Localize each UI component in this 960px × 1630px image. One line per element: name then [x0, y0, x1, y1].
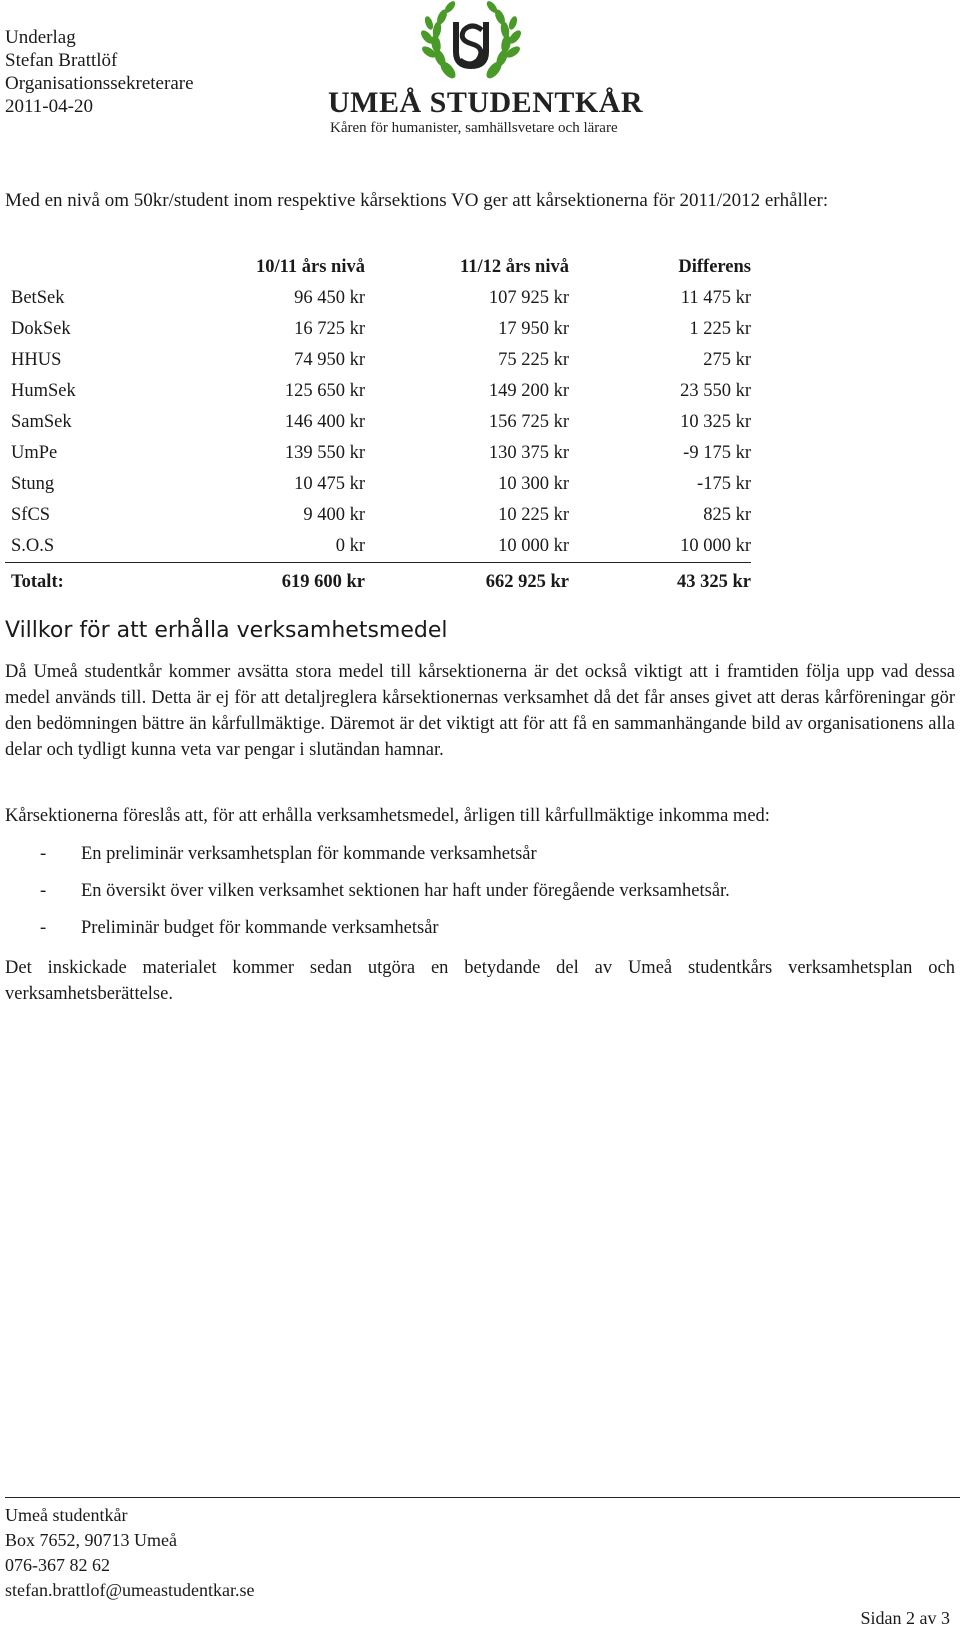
- bullet-marker: -: [40, 918, 47, 938]
- amount-diff: 11 475 kr: [680, 288, 751, 308]
- section-name: HHUS: [11, 350, 62, 370]
- logo-wordmark: UMEÅ STUDENTKÅR: [328, 86, 644, 119]
- amount-diff: 10 325 kr: [680, 412, 751, 432]
- amount-diff: 825 kr: [703, 505, 751, 525]
- amount-1011: 16 725 kr: [294, 319, 365, 339]
- table-row: [5, 283, 751, 314]
- bullet-marker: -: [40, 881, 47, 901]
- table-row: [5, 345, 751, 376]
- umea-studentkar-logo: [320, 0, 650, 140]
- requirements-list: [5, 841, 730, 952]
- doc-date: 2011-04-20: [5, 96, 93, 117]
- total-diff: 43 325 kr: [569, 563, 751, 602]
- table-row: [5, 376, 751, 407]
- amount-1112: 10 000 kr: [498, 536, 569, 556]
- table-header-cell: Differens: [678, 257, 751, 277]
- table-header-row: [5, 252, 751, 283]
- table-row: [5, 438, 751, 469]
- section-name: SfCS: [11, 505, 51, 525]
- total-label: Totalt:: [5, 563, 151, 602]
- intro-paragraph: Med en nivå om 50kr/student inom respektive kårsektions VO ger att kårsektionerna för 2011/2012 erhåller:: [5, 190, 829, 211]
- amount-1011: 10 475 kr: [294, 474, 365, 494]
- list-item: [5, 878, 730, 915]
- amount-1011: 125 650 kr: [284, 381, 365, 401]
- amount-1011: 146 400 kr: [284, 412, 365, 432]
- amount-1112: 10 225 kr: [498, 505, 569, 525]
- footer-phone: 076-367 82 62: [5, 1555, 110, 1575]
- amount-1112: 149 200 kr: [488, 381, 569, 401]
- table-row: [5, 531, 751, 563]
- amount-1011: 74 950 kr: [294, 350, 365, 370]
- list-item-text: En preliminär verksamhetsplan för kommande verksamhetsår: [81, 844, 537, 864]
- footer-contact: [5, 1503, 255, 1603]
- amount-1112: 75 225 kr: [498, 350, 569, 370]
- amount-diff: 10 000 kr: [680, 536, 751, 556]
- section-name: SamSek: [11, 412, 72, 432]
- table-row: [5, 407, 751, 438]
- amount-1112: 10 300 kr: [498, 474, 569, 494]
- table-row: [5, 500, 751, 531]
- conditions-paragraph: Då Umeå studentkår kommer avsätta stora medel till kårsektionerna är det också viktigt att i framtiden följa upp vad dessa medel används till. Detta är ej för att detaljreglera kårsektionernas verksamhet då det får anses givet att deras kårföreningar gör den bedömningen bättre än kårfullmäktige. Däremot är det viktigt att för att få en sammanhängande bild av organisationens alla delar och tydligt kunna veta var pengar i slutändan hamnar.: [5, 662, 955, 760]
- author-name: Stefan Brattlöf: [5, 50, 118, 71]
- list-item-text: Preliminär budget för kommande verksamhetsår: [81, 918, 439, 938]
- amount-diff: -9 175 kr: [683, 443, 751, 463]
- footer-address: Box 7652, 90713 Umeå: [5, 1530, 177, 1550]
- amount-diff: 23 550 kr: [680, 381, 751, 401]
- author-title: Organisationssekreterare: [5, 73, 194, 94]
- table-header-cell: 10/11 års nivå: [256, 257, 365, 277]
- list-item-text: En översikt över vilken verksamhet sektionen har haft under föregående verksamhetsår.: [81, 881, 730, 901]
- amount-1011: 139 550 kr: [284, 443, 365, 463]
- requirements-intro: Kårsektionerna föreslås att, för att erhålla verksamhetsmedel, årligen till kårfullmäktige inkomma med:: [5, 806, 770, 826]
- amount-1011: 0 kr: [335, 536, 365, 556]
- amount-diff: 1 225 kr: [689, 319, 751, 339]
- doc-type: Underlag: [5, 27, 76, 48]
- section-name: BetSek: [11, 288, 65, 308]
- footer-org: Umeå studentkår: [5, 1505, 128, 1525]
- logo-tagline: Kåren för humanister, samhällsvetare och lärare: [330, 120, 618, 136]
- table-total-row: [5, 563, 751, 602]
- table-header-cell: [5, 252, 151, 283]
- table-row: [5, 314, 751, 345]
- amount-1112: 17 950 kr: [498, 319, 569, 339]
- amount-1112: 130 375 kr: [488, 443, 569, 463]
- list-item: [5, 841, 730, 878]
- footer-divider: [5, 1497, 960, 1498]
- amount-diff: -175 kr: [697, 474, 751, 494]
- document-header-info: [5, 26, 194, 118]
- amount-1112: 107 925 kr: [488, 288, 569, 308]
- section-name: UmPe: [11, 443, 58, 463]
- amount-1112: 156 725 kr: [488, 412, 569, 432]
- page-number: Sidan 2 av 3: [860, 1608, 950, 1628]
- section-name: Stung: [11, 474, 55, 494]
- amount-1011: 9 400 kr: [303, 505, 365, 525]
- section-name: HumSek: [11, 381, 76, 401]
- section-name: DokSek: [11, 319, 71, 339]
- bullet-marker: -: [40, 844, 47, 864]
- laurel-wreath-icon: [416, 0, 526, 88]
- table-header-cell: 11/12 års nivå: [460, 257, 569, 277]
- closing-paragraph: Det inskickade materialet kommer sedan utgöra en betydande del av Umeå studentkårs verksamhetsplan och verksamhetsberättelse.: [5, 958, 955, 1004]
- footer-email: stefan.brattlof@umeastudentkar.se: [5, 1580, 255, 1600]
- amount-1011: 96 450 kr: [294, 288, 365, 308]
- amount-diff: 275 kr: [703, 350, 751, 370]
- total-1011: 619 600 kr: [151, 563, 365, 602]
- list-item: [5, 915, 730, 952]
- table-row: [5, 469, 751, 500]
- allocation-table: [5, 252, 751, 601]
- section-heading: Villkor för att erhålla verksamhetsmedel: [5, 618, 448, 643]
- total-1112: 662 925 kr: [365, 563, 569, 602]
- section-name: S.O.S: [11, 536, 55, 556]
